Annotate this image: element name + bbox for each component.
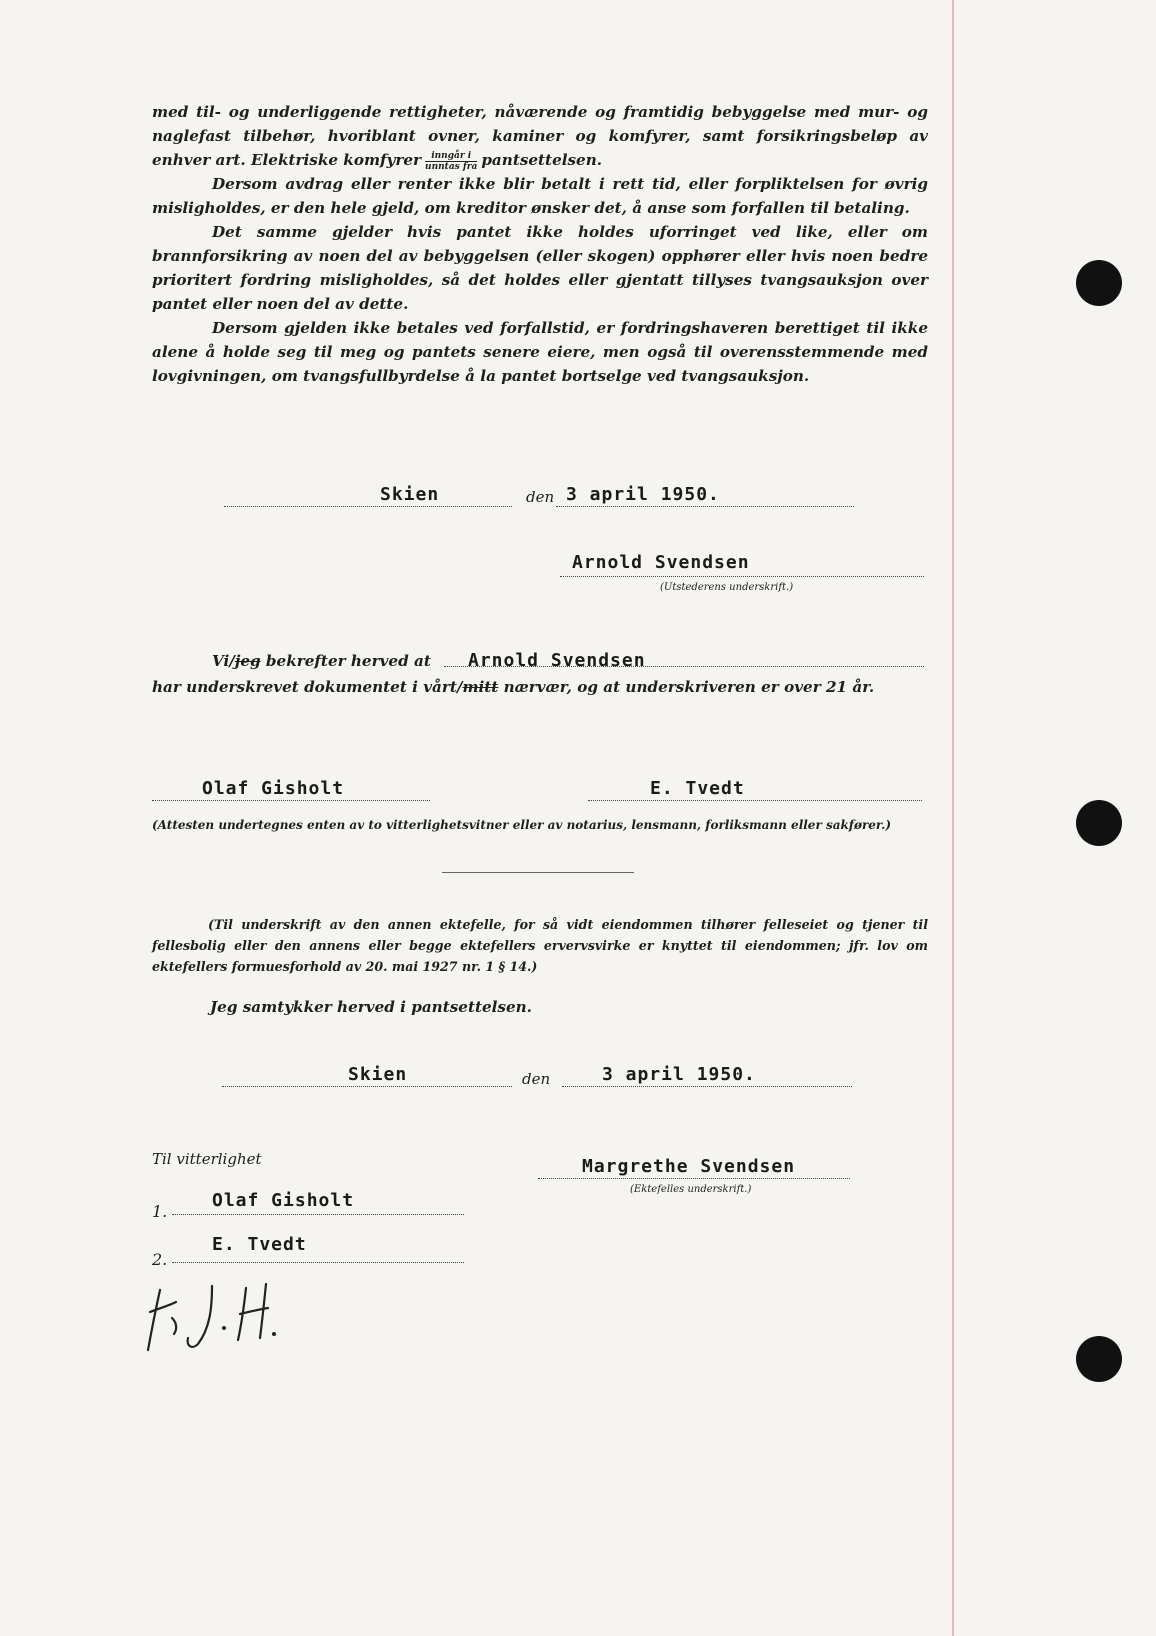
witness-number-1: 1. xyxy=(152,1202,168,1221)
place-line-2 xyxy=(222,1086,512,1087)
attest-line-2: har underskrevet dokumentet i vårt/mitt nærvær, og at underskriveren er over 21 år. xyxy=(152,678,875,696)
paragraph-1: med til- og underliggende rettigheter, nåværende og framtidig bebyggelse med mur- og naglefast tilbehør, hvoriblant ovner, kaminer og komfyrer, samt forsikringsbeløp av enhver art. Elektriske komfyrer $\frac{\text{inngår i}}{\text{unntas fra}}$ pantsettelsen. xyxy=(152,103,928,172)
spouse-note: (Til underskrift av den annen ektefelle, for så vidt eiendommen tilhører felleseiet og tjener til fellesbolig eller den annens eller begge ektefellers ervervsvirke er knyttet til eiendommen; jfr. lov om ektefellers formuesforhold av 20. mai 1927 nr. 1 § 14.) xyxy=(152,917,928,974)
separator-rule xyxy=(442,872,634,873)
attest-name-line xyxy=(444,666,924,667)
spouse-signature-line xyxy=(538,1178,850,1179)
handwritten-initials-icon xyxy=(142,1278,292,1358)
place-line-1 xyxy=(224,506,512,507)
fraction-choice: $\frac{\text{inngår i}}{\text{unntas fra}}$ xyxy=(425,150,478,172)
punch-hole-icon xyxy=(1076,260,1122,306)
paragraph-2: Dersom avdrag eller renter ikke blir betalt i rett tid, eller forpliktelsen for øvrig misligholdes, er den hele gjeld, om kreditor ønsker det, å anse som forfallen til betaling. xyxy=(152,175,928,217)
witness-line-left xyxy=(152,800,430,801)
witness-top-right: E. Tvedt xyxy=(650,778,745,799)
spouse-signature: Margrethe Svendsen xyxy=(582,1156,796,1177)
date-1: 3 april 1950. xyxy=(566,484,720,505)
witness-1-name: Olaf Gisholt xyxy=(212,1190,355,1211)
witness-number-2: 2. xyxy=(152,1250,168,1269)
date-2: 3 april 1950. xyxy=(602,1064,756,1085)
witness-2-name: E. Tvedt xyxy=(212,1234,307,1255)
witness-1-line xyxy=(172,1214,464,1215)
punch-hole-icon xyxy=(1076,1336,1122,1382)
place-2: Skien xyxy=(348,1064,408,1085)
spouse-caption: (Ektefelles underskrift.) xyxy=(630,1184,752,1195)
attest-line-1: Vi/jeg bekrefter herved at xyxy=(212,652,431,670)
den-label-2: den xyxy=(522,1070,551,1088)
terms-text xyxy=(152,100,928,388)
issuer-caption: (Utstederens underskrift.) xyxy=(660,582,794,593)
place-1: Skien xyxy=(380,484,440,505)
date-line-1 xyxy=(556,506,854,507)
attest-instruction: (Attesten undertegnes enten av to vitterlighetsvitner eller av notarius, lensmann, forliksmann eller sakfører.) xyxy=(152,818,891,832)
paragraph-3: Det samme gjelder hvis pantet ikke holdes uforringet ved like, eller om brannforsikring av noen del av bebyggelsen (eller skogen) opphører eller hvis noen bedre prioritert fordring misligholdes, så det holdes eller gjentatt tillyses tvangsauksjon over pantet eller noen del av dette. xyxy=(152,223,928,313)
witness-label: Til vitterlighet xyxy=(152,1150,262,1168)
witness-2-line xyxy=(172,1262,464,1263)
issuer-signature-line xyxy=(560,576,924,577)
punch-hole-icon xyxy=(1076,800,1122,846)
margin-rule xyxy=(952,0,954,1636)
attest-name: Arnold Svendsen xyxy=(468,650,646,671)
witness-top-left: Olaf Gisholt xyxy=(202,778,345,799)
consent-text: Jeg samtykker herved i pantsettelsen. xyxy=(210,998,532,1016)
den-label-1: den xyxy=(526,488,555,506)
paragraph-4: Dersom gjelden ikke betales ved forfallstid, er fordringshaveren berettiget til ikke alene å holde seg til meg og pantets senere eiere, men også til overensstemmende med lovgivningen, om tvangsfullbyrdelse å la pantet bortselge ved tvangsauksjon. xyxy=(152,319,928,385)
witness-line-right xyxy=(588,800,922,801)
issuer-name: Arnold Svendsen xyxy=(572,552,750,573)
date-line-2 xyxy=(562,1086,852,1087)
